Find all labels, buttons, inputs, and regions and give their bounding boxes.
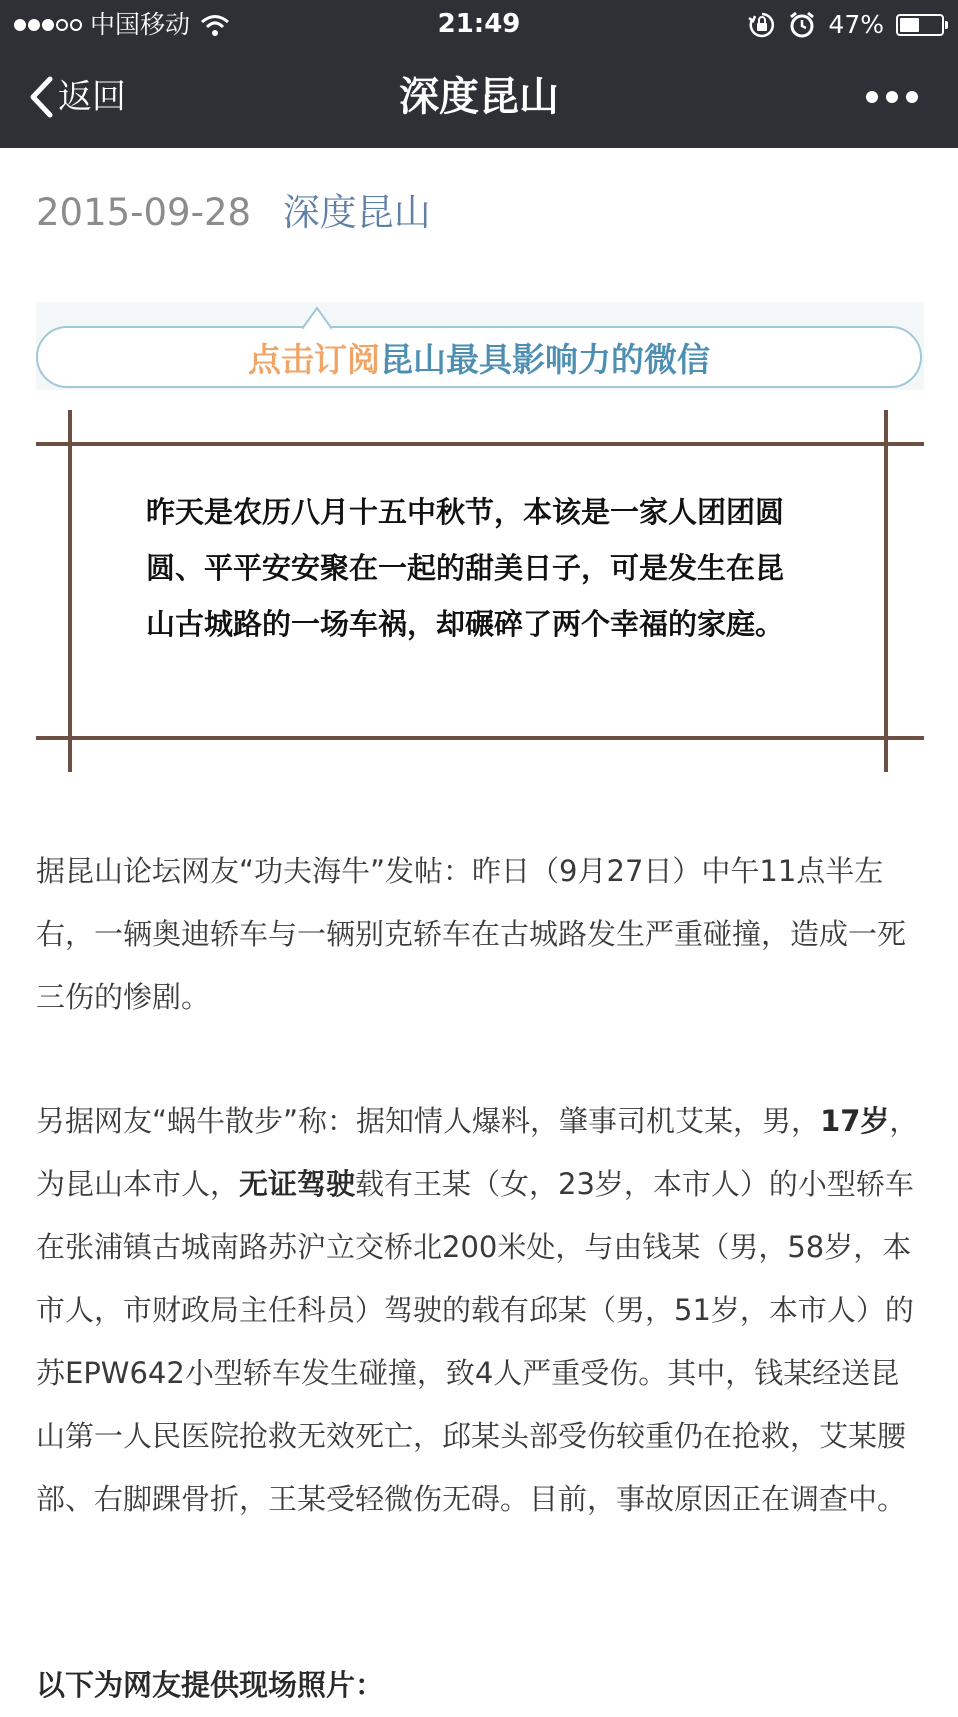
frame-line-top	[36, 442, 924, 446]
para2-text-3: 载有王某（女，23岁，本市人）的小型轿车在张浦镇古城南路苏沪立交桥北200米处，与由钱某（男，58岁，本市人，市财政局主任科员）驾驶的载有邱某（男，51岁，本市人）的苏EPW642小型轿车发生碰撞，致4人严重受伤。其中，钱某经送昆山第一人民医院抢救无效死亡，邱某头部受伤较重仍在抢救，艾某腰部、右脚踝骨折，王某受轻微伤无碍。目前，事故原因正在调查中。	[36, 1167, 914, 1516]
subscribe-pill[interactable]	[36, 326, 922, 388]
account-link[interactable]: 深度昆山	[282, 191, 431, 234]
nav-title: 深度昆山	[399, 74, 559, 120]
subscribe-action: 点击订阅	[248, 339, 380, 379]
more-dots-icon[interactable]	[866, 84, 918, 110]
article-date: 2015-09-28	[36, 191, 252, 234]
article-paragraph-1: 据昆山论坛网友“功夫海牛”发帖：昨日（9月27日）中午11点半左右，一辆奥迪轿车与一辆别克轿车在古城路发生严重碰撞，造成一死三伤的惨剧。	[36, 854, 907, 1014]
battery-icon	[896, 14, 944, 36]
nav-bar	[0, 48, 958, 148]
frame-line-right	[884, 410, 888, 772]
battery-level	[900, 18, 919, 32]
para2-text-1: 另据网友“蜗牛散步”称：据知情人爆料，肇事司机艾某，男，	[36, 1104, 821, 1138]
frame-line-bottom	[36, 736, 924, 740]
subscribe-slogan: 昆山最具影响力的微信	[380, 339, 710, 379]
article-paragraph-2	[36, 1090, 926, 1531]
battery-percent: 47%	[828, 10, 884, 39]
para2-bold-age: 17岁	[820, 1104, 890, 1138]
para2-bold-unlicensed: 无证驾驶	[239, 1167, 356, 1201]
carrier-name: 中国移动	[90, 10, 191, 39]
status-time: 21:49	[437, 9, 521, 39]
subscribe-banner[interactable]	[36, 302, 924, 390]
status-right	[748, 8, 944, 42]
more-dot	[866, 91, 878, 103]
intro-quote: 昨天是农历八月十五中秋节，本该是一家人团团圆圆、平平安安聚在一起的甜美日子，可是发生在昆山古城路的一场车祸，却碾碎了两个幸福的家庭。	[146, 495, 785, 641]
article-meta	[36, 188, 431, 238]
rotation-lock-icon	[748, 11, 776, 39]
more-dot	[906, 91, 918, 103]
frame-line-left	[68, 410, 72, 772]
article-paragraph-3: 以下为网友提供现场照片：	[36, 1668, 385, 1702]
pointer-notch-icon	[302, 304, 332, 334]
top-bar	[0, 0, 958, 148]
para2-text-2: ，为昆山本市人，	[36, 1104, 919, 1201]
more-dot	[886, 91, 898, 103]
status-bar	[0, 0, 958, 48]
alarm-icon	[788, 11, 816, 39]
back-label: 返回	[58, 77, 126, 117]
